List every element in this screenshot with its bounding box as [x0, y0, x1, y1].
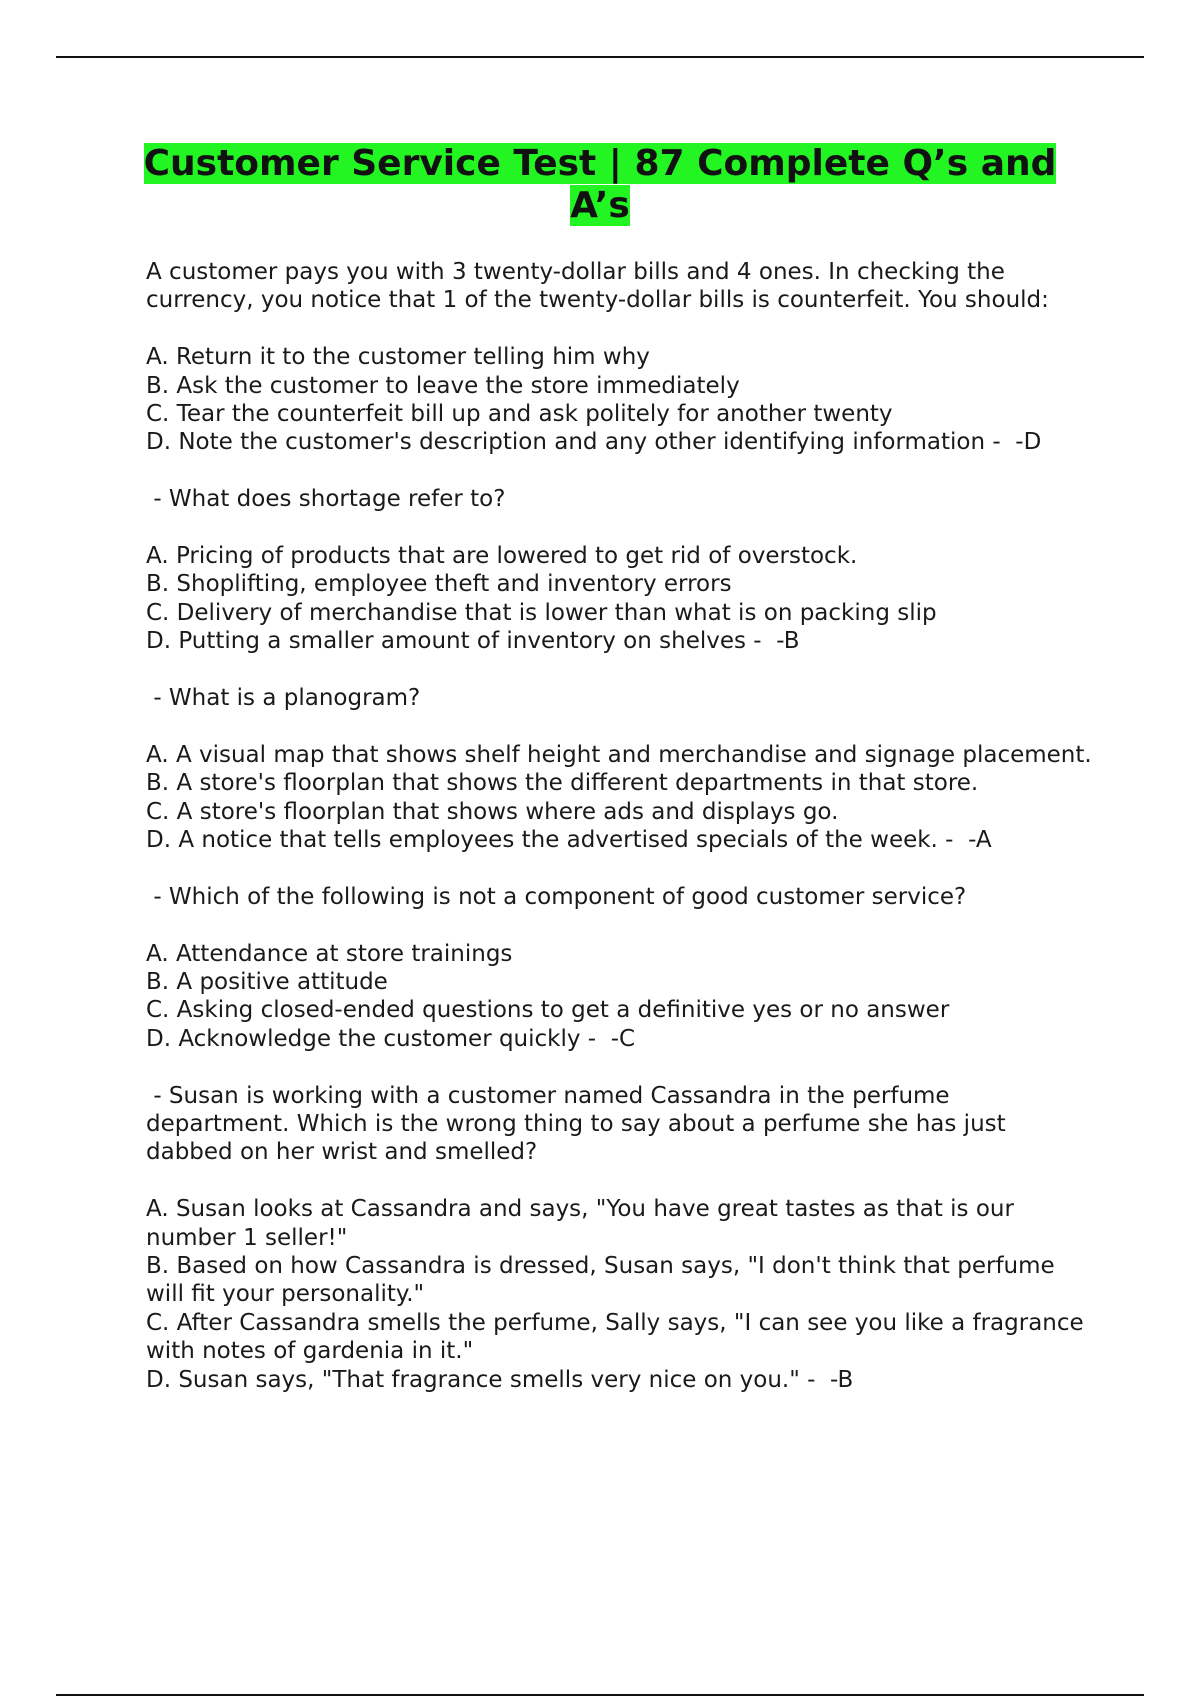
- answer-option: D. Susan says, "That fragrance smells very nice on you." - -B: [146, 1366, 854, 1393]
- page-title: Customer Service Test | 87 Complete Q’s and A’s: [143, 143, 1057, 226]
- answer-option: C. A store's floorplan that shows where ads and displays go.: [146, 798, 839, 825]
- answer-option: D. Note the customer's description and any other identifying information - -D: [146, 429, 1042, 456]
- question-item: [146, 883, 1096, 1053]
- answer-options: [146, 542, 1096, 656]
- title-block: [120, 143, 1080, 227]
- answer-option: A. Attendance at store trainings: [146, 940, 513, 967]
- question-item: [146, 684, 1096, 854]
- answer-option: C. Delivery of merchandise that is lower than what is on packing slip: [146, 599, 937, 626]
- answer-option: C. After Cassandra smells the perfume, Sally says, "I can see you like a fragrance with notes of gardenia in it.": [146, 1309, 1091, 1365]
- answer-option: A. Pricing of products that are lowered to get rid of overstock.: [146, 543, 858, 570]
- question-item: [146, 258, 1096, 457]
- answer-option: A. A visual map that shows shelf height and merchandise and signage placement.: [146, 741, 1092, 768]
- answer-option: C. Tear the counterfeit bill up and ask politely for another twenty: [146, 401, 893, 428]
- answer-option: D. Acknowledge the customer quickly - -C: [146, 1025, 636, 1052]
- question-stem: - Which of the following is not a component of good customer service?: [146, 883, 967, 910]
- bottom-rule: [56, 1694, 1144, 1696]
- answer-option: B. A positive attitude: [146, 969, 388, 996]
- answer-option: B. A store's floorplan that shows the different departments in that store.: [146, 770, 979, 797]
- answer-option: A. Susan looks at Cassandra and says, "You have great tastes as that is our number 1 seller!": [146, 1196, 1022, 1251]
- answer-option: A. Return it to the customer telling him why: [146, 344, 650, 371]
- question-stem: - Susan is working with a customer named Cassandra in the perfume department. Which is the wrong thing to say about a perfume she has just dabbed on her wrist and smelled?: [146, 1082, 1013, 1166]
- question-list: [146, 258, 1096, 1423]
- question-stem: - What does shortage refer to?: [146, 486, 506, 513]
- answer-options: [146, 741, 1096, 855]
- answer-option: B. Shoplifting, employee theft and inventory errors: [146, 571, 732, 598]
- answer-option: D. A notice that tells employees the advertised specials of the week. - -A: [146, 827, 992, 854]
- question-stem: A customer pays you with 3 twenty-dollar bills and 4 ones. In checking the currency, you notice that 1 of the twenty-dollar bills is counterfeit. You should:: [146, 259, 1049, 314]
- question-item: [146, 1082, 1096, 1394]
- answer-option: B. Based on how Cassandra is dressed, Susan says, "I don't think that perfume will fit your personality.": [146, 1253, 1062, 1308]
- answer-option: D. Putting a smaller amount of inventory on shelves - -B: [146, 628, 800, 655]
- question-item: [146, 485, 1096, 655]
- answer-options: [146, 940, 1096, 1054]
- answer-option: B. Ask the customer to leave the store immediately: [146, 372, 740, 399]
- top-rule: [56, 56, 1144, 58]
- answer-options: [146, 343, 1096, 457]
- answer-option: C. Asking closed-ended questions to get a definitive yes or no answer: [146, 997, 950, 1024]
- question-stem: - What is a planogram?: [146, 685, 421, 712]
- answer-options: [146, 1195, 1096, 1394]
